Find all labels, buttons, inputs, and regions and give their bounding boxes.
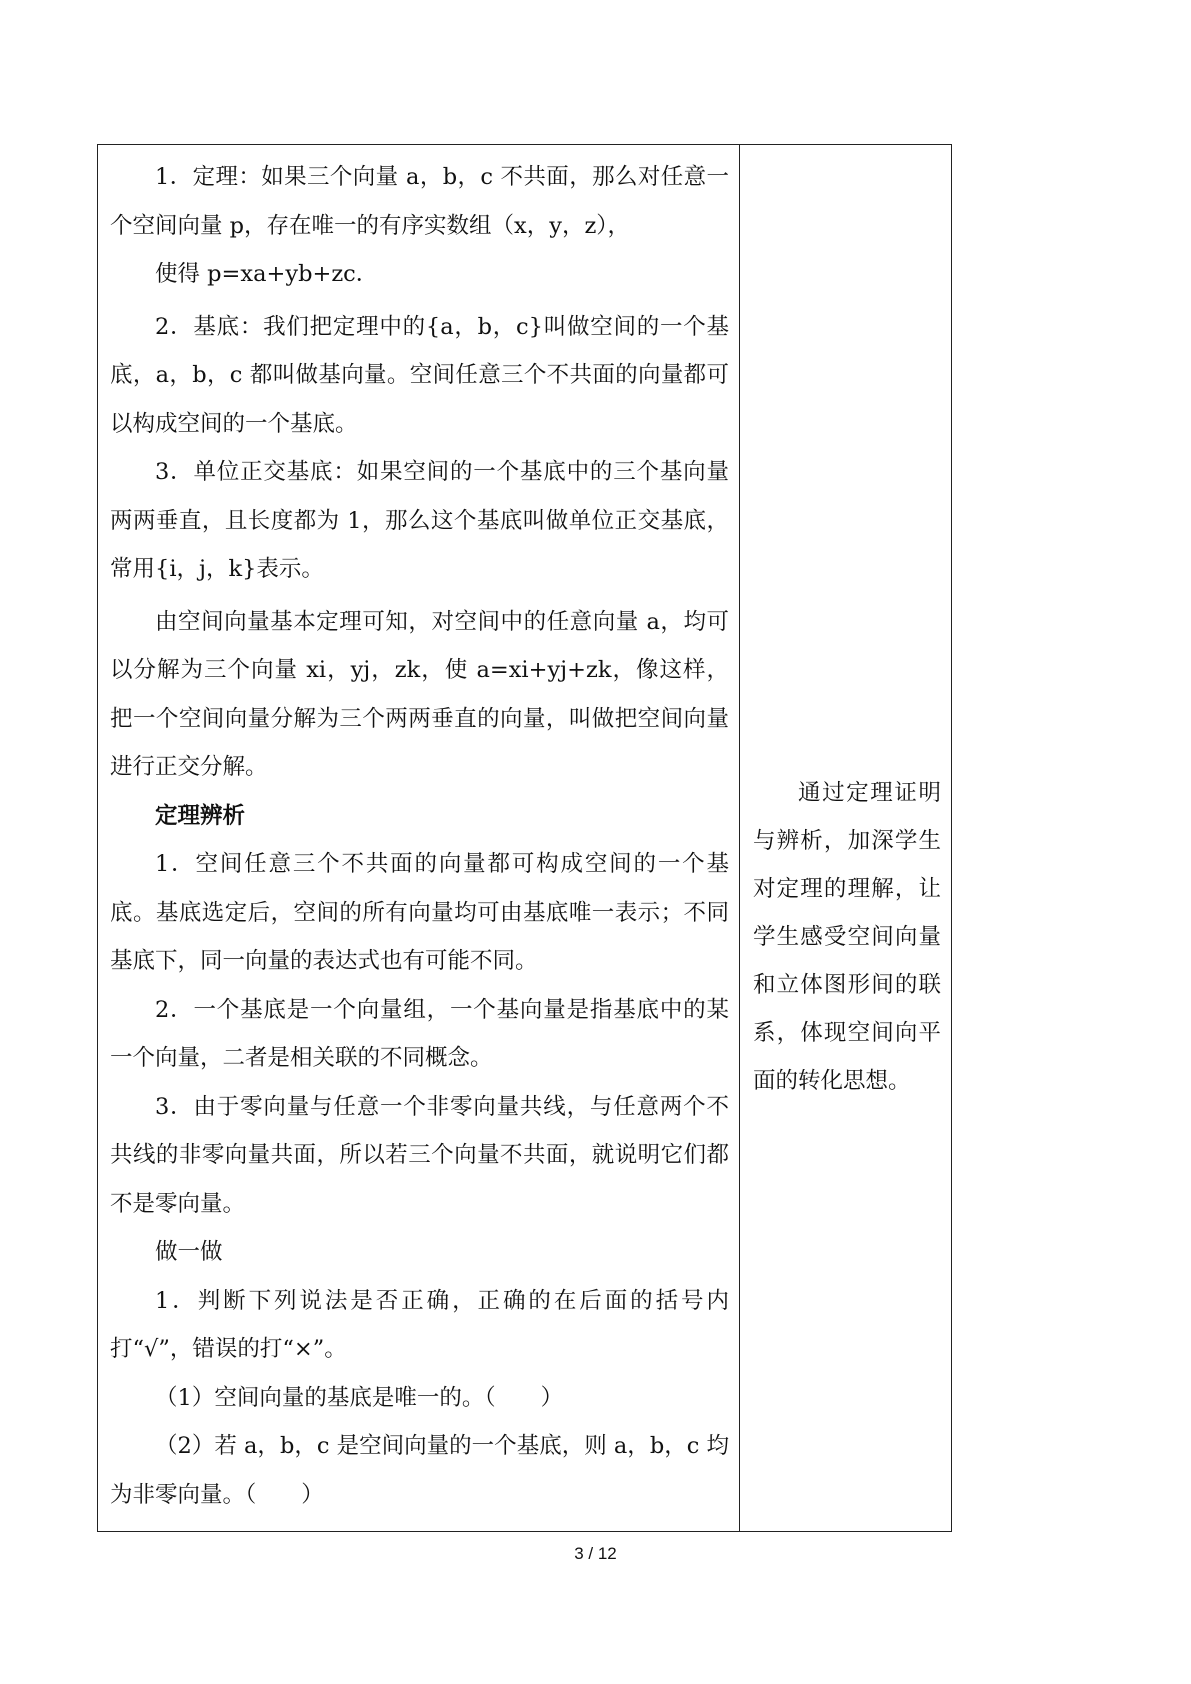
content-column xyxy=(98,145,740,1531)
exercise-item-1: （1）空间向量的基底是唯一的。（ ） xyxy=(155,1384,564,1411)
analysis-point-2: 2．一个基底是一个向量组，一个基向量是指基底中的某一个向量，二者是相关联的不同概念。 xyxy=(110,996,729,1071)
notes-column xyxy=(740,145,951,1531)
design-intent-note: 通过定理证明与辨析，加深学生对定理的理解，让学生感受空间向量和立体图形间的联系，体现空间向平面的转化思想。 xyxy=(753,780,941,1094)
basis-paragraph: 2．基底：我们把定理中的{a，b，c}叫做空间的一个基底，a，b，c 都叫做基向量。空间任意三个不共面的向量都可以构成空间的一个基底。 xyxy=(110,313,729,437)
theorem-paragraph: 1．定理：如果三个向量 a，b，c 不共面，那么对任意一个空间向量 p，存在唯一的有序实数组（x，y，z）， xyxy=(110,164,729,239)
exercise-item-2: （2）若 a，b，c 是空间向量的一个基底，则 a，b，c 均为非零向量。（ ） xyxy=(110,1433,729,1508)
section-heading: 定理辨析 xyxy=(155,802,246,829)
analysis-point-3: 3．由于零向量与任意一个非零向量共线，与任意两个不共线的非零向量共面，所以若三个向量不共面，就说明它们都不是零向量。 xyxy=(110,1093,729,1217)
practice-heading: 做一做 xyxy=(155,1239,223,1265)
page-number: 3 / 12 xyxy=(574,1544,617,1563)
analysis-point-1: 1．空间任意三个不共面的向量都可构成空间的一个基底。基底选定后，空间的所有向量均可由基底唯一表示；不同基底下，同一向量的表达式也有可能不同。 xyxy=(110,851,729,974)
decomposition-paragraph: 由空间向量基本定理可知，对空间中的任意向量 a，均可以分解为三个向量 xi，yj，zk，使 a=xi+yj+zk，像这样，把一个空间向量分解为三个两两垂直的向量，叫做把空间向量进行正交分解。 xyxy=(110,608,729,780)
theorem-formula: 使得 p=xa+yb+zc． xyxy=(155,261,379,287)
orthonormal-basis-paragraph: 3．单位正交基底：如果空间的一个基底中的三个基向量两两垂直，且长度都为 1，那么这个基底叫做单位正交基底，常用{i，j，k}表示。 xyxy=(110,459,729,582)
exercise-instruction: 1．判断下列说法是否正确，正确的在后面的括号内打“√”，错误的打“×”。 xyxy=(110,1287,729,1362)
lesson-table xyxy=(97,144,952,1532)
